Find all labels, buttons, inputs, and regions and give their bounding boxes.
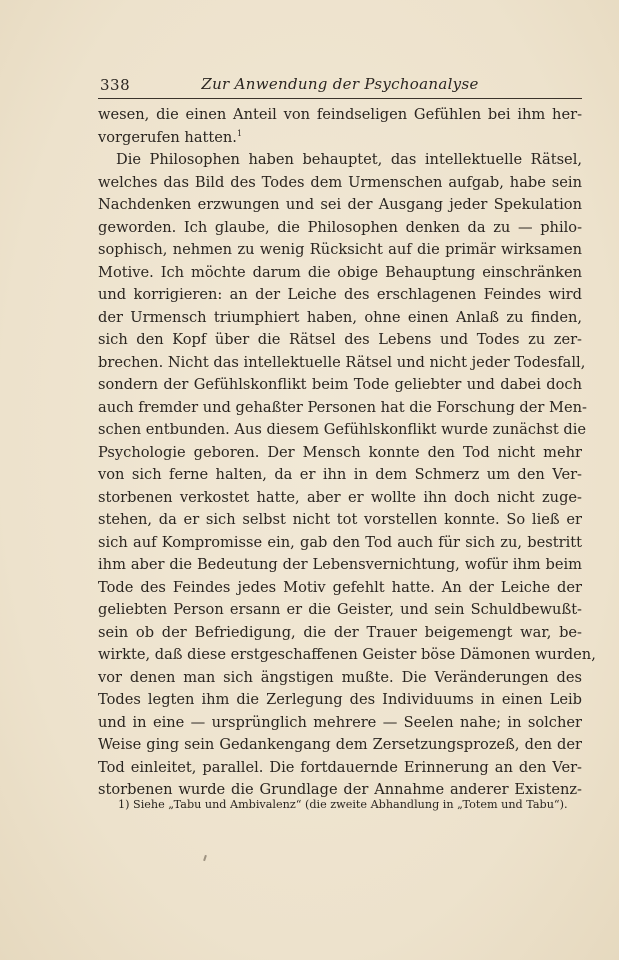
text-line: und in eine — ursprünglich mehrere — Seelen nahe; in solcher (98, 713, 582, 731)
text-line: von sich ferne halten, da er ihn in dem Schmerz um den Ver- (98, 466, 582, 483)
text-line: geliebten Person ersann er die Geister, und sein Schuldbewußt- (98, 601, 582, 618)
text-line: Psychologie geboren. Der Mensch konnte den Tod nicht mehr (98, 443, 582, 461)
text-line: Nachdenken erzwungen und sei der Ausgang jeder Spekulation (98, 196, 582, 213)
text-line: wesen, die einen Anteil von feindseligen Gefühlen bei ihm her- (98, 106, 582, 123)
text-line: sein ob der Befriedigung, die der Trauer beigemengt war, be- (98, 623, 582, 641)
running-title: Zur Anwendung der Psychoanalyse (201, 75, 479, 93)
text-line: stehen, da er sich selbst nicht tot vorstellen konnte. So ließ er (98, 511, 582, 528)
paragraph-first-line: Die Philosophen haben behauptet, das intellektuelle Rätsel, (116, 151, 582, 168)
text-line: Tode des Feindes jedes Motiv gefehlt hatte. An der Leiche der (98, 578, 582, 596)
footnote: 1) Siehe „Tabu und Ambivalenz“ (die zweite Abhandlung in „Totem und Tabu“). (118, 798, 568, 811)
paper-speck (203, 855, 207, 861)
text-line: sophisch, nehmen zu wenig Rücksicht auf die primär wirksamen (98, 241, 582, 258)
text-line-content: vorgerufen hatten. (98, 128, 237, 146)
text-line: der Urmensch triumphiert haben, ohne einen Anlaß zu finden, (98, 308, 582, 326)
text-line: Todes legten ihm die Zerlegung des Individuums in einen Leib (98, 691, 582, 708)
page-header (98, 74, 582, 99)
body-text (98, 104, 596, 802)
text-line: storbenen verkostet hatte, aber er wollte ihn doch nicht zuge- (98, 488, 582, 506)
text-line: geworden. Ich glaube, die Philosophen denken da zu — philo- (98, 218, 582, 236)
text-line: Motive. Ich möchte darum die obige Behauptung einschränken (98, 263, 582, 281)
text-line: auch fremder und gehaßter Personen hat die Forschung der Men- (98, 398, 587, 416)
text-line: schen entbunden. Aus diesem Gefühlskonflikt wurde zunächst die (98, 421, 587, 438)
footnote-marker: 1 (236, 128, 243, 138)
text-line: sondern der Gefühlskonflikt beim Tode geliebter und dabei doch (98, 376, 582, 393)
page-number: 338 (100, 76, 131, 94)
text-line: Weise ging sein Gedankengang dem Zersetzungsprozeß, den der (98, 736, 582, 753)
text-line (98, 127, 582, 150)
text-line: ihm aber die Bedeutung der Lebensvernichtung, wofür ihm beim (98, 556, 582, 573)
text-line: brechen. Nicht das intellektuelle Rätsel und nicht jeder Todesfall, (98, 353, 586, 371)
text-line: wirkte, daß diese erstgeschaffenen Geister böse Dämonen wurden, (98, 646, 596, 663)
text-line: welches das Bild des Todes dem Urmenschen aufgab, habe sein (98, 173, 582, 191)
text-line: und korrigieren: an der Leiche des erschlagenen Feindes wird (98, 286, 582, 303)
text-line: sich auf Kompromisse ein, gab den Tod auch für sich zu, bestritt (98, 533, 582, 551)
text-line: sich den Kopf über die Rätsel des Lebens und Todes zu zer- (98, 331, 582, 348)
text-line: Tod einleitet, parallel. Die fortdauernde Erinnerung an den Ver- (98, 758, 582, 776)
text-line: storbenen wurde die Grundlage der Annahme anderer Existenz- (98, 781, 582, 798)
text-line: vor denen man sich ängstigen mußte. Die Veränderungen des (98, 668, 582, 686)
